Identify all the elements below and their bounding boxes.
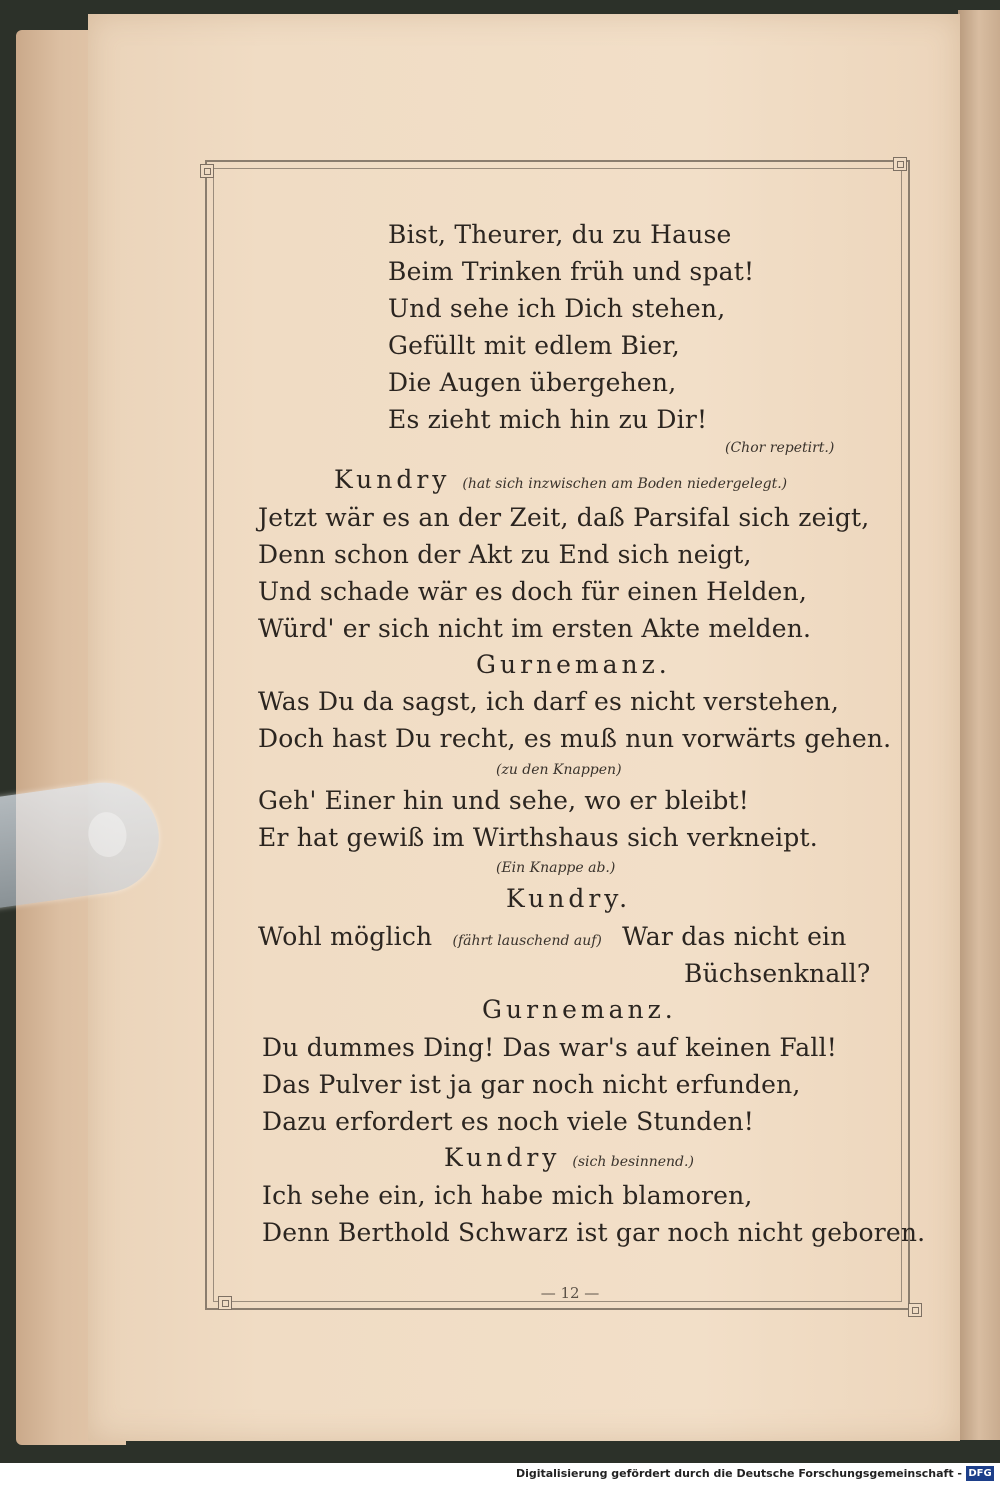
gurnemanz2-line-3: Dazu erfordert es noch viele Stunden! bbox=[262, 1107, 755, 1136]
speaker-gurnemanz-1: Gurnemanz. bbox=[476, 650, 671, 679]
gurnemanz2-line-2: Das Pulver ist ja gar noch nicht erfunden, bbox=[262, 1070, 801, 1099]
kundry3-line-1: Ich sehe ein, ich habe mich blamoren, bbox=[262, 1181, 753, 1210]
speaker-gurnemanz-2: Gurnemanz. bbox=[482, 995, 677, 1024]
footer-credit: Digitalisierung gefördert durch die Deutsche Forschungsgemeinschaft - bbox=[515, 1467, 962, 1480]
page-right-edge bbox=[958, 10, 1000, 1440]
kundry1-line-3: Und schade wär es doch für einen Helden, bbox=[258, 577, 808, 606]
speaker-kundry-2: Kundry. bbox=[506, 884, 632, 913]
poem-line-2: Beim Trinken früh und spat! bbox=[388, 257, 755, 286]
kundry1-line-2: Denn schon der Akt zu End sich neigt, bbox=[258, 540, 752, 569]
speaker-kundry-3 bbox=[444, 1143, 694, 1172]
dfg-logo: DFG bbox=[966, 1466, 994, 1481]
kundry1-line-1: Jetzt wär es an der Zeit, daß Parsifal sich zeigt, bbox=[258, 503, 870, 532]
stage-direction: (sich besinnend.) bbox=[572, 1154, 694, 1170]
gurnemanz1-line-4: Er hat gewiß im Wirthshaus sich verkneipt. bbox=[258, 823, 818, 852]
poem-line-6: Es zieht mich hin zu Dir! bbox=[388, 405, 708, 434]
frame-corner-bottom-right-icon bbox=[908, 1303, 922, 1317]
gurnemanz1-line-1: Was Du da sagst, ich darf es nicht verstehen, bbox=[258, 687, 840, 716]
stage-direction-knappen: (zu den Knappen) bbox=[496, 762, 622, 778]
poem-line-5: Die Augen übergehen, bbox=[388, 368, 677, 397]
poem-line-3: Und sehe ich Dich stehen, bbox=[388, 294, 726, 323]
scanner-clip-hole bbox=[85, 810, 129, 860]
kundry2-line-end: War das nicht ein bbox=[622, 922, 847, 951]
kundry3-line-2: Denn Berthold Schwarz ist gar noch nicht geboren. bbox=[262, 1218, 926, 1247]
frame-corner-bottom-left-icon bbox=[218, 1296, 232, 1310]
page-number: — 12 — bbox=[540, 1284, 600, 1302]
speaker-kundry-1 bbox=[334, 465, 787, 494]
stage-direction-chor: (Chor repetirt.) bbox=[725, 440, 835, 456]
stage-direction-lauschend: (fährt lauschend auf) bbox=[452, 933, 602, 949]
speaker-name: Kundry bbox=[444, 1143, 561, 1172]
frame-corner-top-left-icon bbox=[200, 164, 214, 178]
kundry1-line-4: Würd' er sich nicht im ersten Akte melden. bbox=[258, 614, 812, 643]
kundry2-line-2: Büchsenknall? bbox=[684, 959, 871, 988]
stage-direction-exit: (Ein Knappe ab.) bbox=[496, 860, 616, 876]
kundry2-line-start: Wohl möglich bbox=[258, 922, 433, 951]
poem-line-4: Gefüllt mit edlem Bier, bbox=[388, 331, 680, 360]
kundry2-line-1 bbox=[258, 922, 847, 951]
speaker-name: Kundry bbox=[334, 465, 451, 494]
gurnemanz2-line-1: Du dummes Ding! Das war's auf keinen Fall! bbox=[262, 1033, 838, 1062]
poem-line-1: Bist, Theurer, du zu Hause bbox=[388, 220, 732, 249]
stage-direction: (hat sich inzwischen am Boden niedergelegt.) bbox=[462, 476, 788, 492]
gurnemanz1-line-3: Geh' Einer hin und sehe, wo er bleibt! bbox=[258, 786, 750, 815]
frame-corner-top-right-icon bbox=[893, 157, 907, 171]
gurnemanz1-line-2: Doch hast Du recht, es muß nun vorwärts gehen. bbox=[258, 724, 892, 753]
